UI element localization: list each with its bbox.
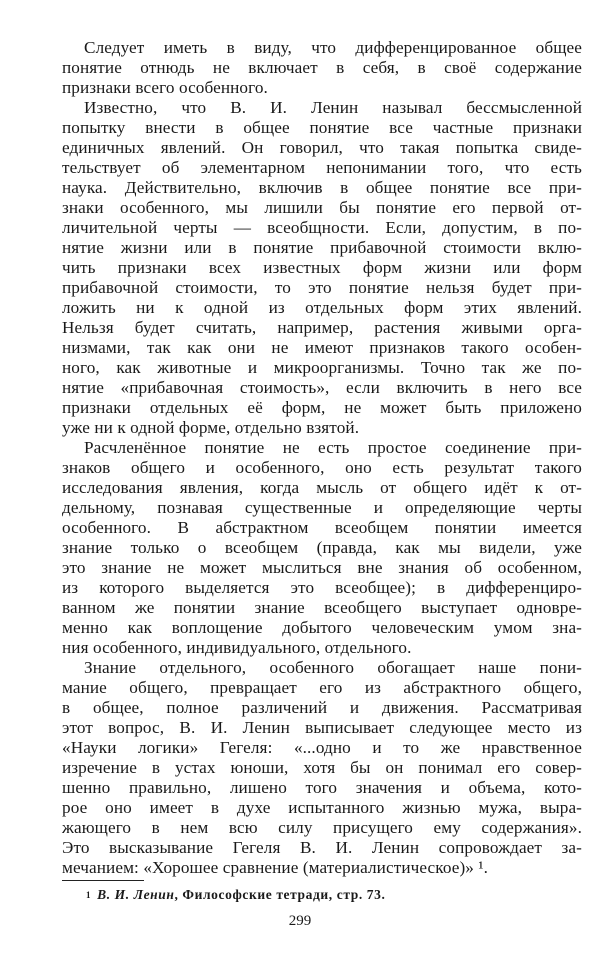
text-line: уже ни к одной форме, отдельно взятой. <box>62 418 360 437</box>
text-line: шенно правильно, лишено того значения и объема, кото- <box>62 778 582 797</box>
footnote-author: В. И. Ленин <box>97 887 175 902</box>
text-line: Следует иметь в виду, что дифференцированное общее <box>84 38 582 57</box>
text-line: из которого выделяется это всеобщее); в дифференциро- <box>62 578 582 597</box>
footnote-divider <box>62 880 144 881</box>
footnote-mark: 1 <box>86 890 92 900</box>
text-line: знаки особенного, мы лишили бы понятие его первой от- <box>62 198 582 217</box>
text-line: ложить ни к одной из отдельных форм этих явлений. <box>62 298 582 317</box>
text-line: в общее, полное различений и движения. Рассматривая <box>62 698 582 717</box>
text-line: это знание не может мыслиться вне знания об особенном, <box>62 558 582 577</box>
text-line: нятие «прибавочная стоимость», если включить в него все <box>62 378 582 397</box>
text-line: признаки отдельных её форм, не может быть приложено <box>62 398 582 417</box>
paragraph <box>62 98 582 438</box>
paragraph <box>62 438 582 658</box>
text-line: тельствует об элементарном непонимании того, что есть <box>62 158 582 177</box>
text-line: менно как воплощение добытого человеческим умом зна- <box>62 618 582 637</box>
page-number: 299 <box>288 913 312 929</box>
text-line: нятие жизни или в понятие прибавочной стоимости вклю- <box>62 238 582 257</box>
text-line: этот вопрос, В. И. Ленин выписывает следующее место из <box>62 718 582 737</box>
text-line: особенного. В абстрактном всеобщем понятии имеется <box>62 518 582 537</box>
text-line: ванном же понятии знание всеобщего выступает одновре- <box>62 598 582 617</box>
text-line: Расчленённое понятие не есть простое соединение при- <box>84 438 582 457</box>
footnote-source: , Философские тетради, стр. 73. <box>174 887 386 902</box>
text-line: мание общего, превращает его из абстрактного общего, <box>62 678 582 697</box>
text-line: ного, как животные и микроорганизмы. Точно так же по- <box>62 358 582 377</box>
text-line: единичных явлений. Он говорил, что такая попытка свиде- <box>62 138 582 157</box>
text-line: изречение в устах юноши, хотя бы он понимал его совер- <box>62 758 582 777</box>
body-text <box>62 38 582 878</box>
text-line: попытку внести в общее понятие все частные признаки <box>62 118 582 137</box>
text-line: низмами, так как они не имеют признаков такого особен- <box>62 338 582 357</box>
text-line: признаки всего особенного. <box>62 78 268 97</box>
text-line: Это высказывание Гегеля В. И. Ленин сопровождает за- <box>62 838 582 857</box>
paragraph <box>62 38 582 98</box>
text-line: прибавочной стоимости, то это понятие нельзя будет при- <box>62 278 582 297</box>
text-line: мечанием: «Хорошее сравнение (материалистическое)» ¹. <box>62 858 489 877</box>
text-line: понятие отнюдь не включает в себя, в своё содержание <box>62 58 582 77</box>
text-line: рое оно имеет в духе испытанного жизнью мужа, выра- <box>62 798 582 817</box>
text-line: ния особенного, индивидуального, отдельного. <box>62 638 412 657</box>
text-line: «Науки логики» Гегеля: «...одно и то же нравственное <box>62 738 582 757</box>
text-line: знаков общего и особенного, оно есть результат такого <box>62 458 582 477</box>
text-line: Нельзя будет считать, например, растения живыми орга- <box>62 318 582 337</box>
text-line: Известно, что В. И. Ленин называл бессмысленной <box>84 98 582 117</box>
text-line: знание только о всеобщем (правда, как мы видели, уже <box>62 538 582 557</box>
paragraph <box>62 658 582 878</box>
text-line: наука. Действительно, включив в общее понятие все при- <box>62 178 582 197</box>
text-line: Знание отдельного, особенного обогащает наше пони- <box>84 658 582 677</box>
text-line: жающего в нем всю силу присущего ему содержания». <box>62 818 582 837</box>
text-line: чить признаки всех известных форм жизни или форм <box>62 258 582 277</box>
footnote <box>86 886 385 904</box>
text-line: дельному, познавая существенные и определяющие черты <box>62 498 582 517</box>
text-line: личительной черты — всеобщности. Если, допустим, в по- <box>62 218 582 237</box>
text-line: исследования явления, когда мысль от общего идёт к от- <box>62 478 582 497</box>
